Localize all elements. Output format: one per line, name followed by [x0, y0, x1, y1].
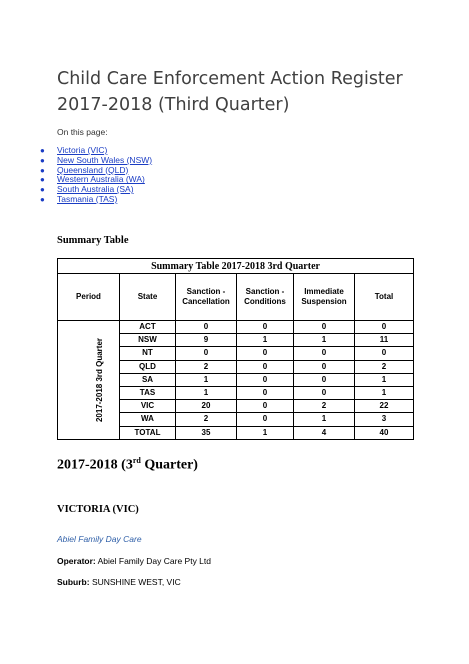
bullet-icon: ●: [40, 155, 45, 165]
toc-link-sa[interactable]: South Australia (SA): [57, 184, 134, 195]
header-conditions: Sanction - Conditions: [237, 274, 294, 321]
toc-list: [40, 145, 153, 205]
suspension-cell: 1: [294, 334, 355, 347]
total-cell: 3: [355, 413, 414, 426]
total-cell: 0: [355, 321, 414, 334]
header-state: State: [120, 274, 176, 321]
cancellation-cell: 9: [176, 334, 237, 347]
toc-link-tas[interactable]: Tasmania (TAS): [57, 193, 118, 204]
cancellation-cell: 0: [176, 347, 237, 360]
total-cell: 0: [355, 347, 414, 360]
total-cell: 22: [355, 400, 414, 413]
on-this-page-label: On this page:: [57, 127, 108, 137]
bullet-icon: ●: [40, 146, 45, 155]
header-suspension: Immediate Suspension: [294, 274, 355, 321]
total-cell: 11: [355, 334, 414, 347]
cancellation-cell: 35: [176, 426, 237, 439]
total-cell: 40: [355, 426, 414, 439]
operator-value: Abiel Family Day Care Pty Ltd: [95, 556, 211, 566]
suburb-value: SUNSHINE WEST, VIC: [89, 577, 181, 587]
bullet-icon: ●: [40, 175, 45, 185]
conditions-cell: 1: [237, 334, 294, 347]
conditions-cell: 0: [237, 400, 294, 413]
suspension-cell: 2: [294, 400, 355, 413]
state-cell: WA: [120, 413, 176, 426]
conditions-cell: 0: [237, 360, 294, 373]
conditions-cell: 0: [237, 373, 294, 386]
state-cell: QLD: [120, 360, 176, 373]
table-row: [58, 321, 414, 334]
suburb-label: Suburb:: [57, 577, 90, 587]
page-title-line-2: 2017-2018 (Third Quarter): [57, 95, 290, 115]
total-cell: 1: [355, 373, 414, 386]
total-cell: 2: [355, 360, 414, 373]
bullet-icon: ●: [40, 194, 45, 204]
summary-table: [57, 258, 414, 440]
toc-item: [40, 193, 152, 205]
page-title-line-1: Child Care Enforcement Action Register: [57, 69, 403, 89]
suspension-cell: 0: [294, 347, 355, 360]
suspension-cell: 0: [294, 321, 355, 334]
table-header-row: [58, 274, 414, 321]
conditions-cell: 0: [237, 386, 294, 399]
period-label: 2017-2018 3rd Quarter: [95, 337, 105, 422]
cancellation-cell: 2: [176, 360, 237, 373]
quarter-heading-pre: 2017-2018 (3: [57, 457, 133, 473]
suspension-cell: 0: [294, 386, 355, 399]
cancellation-cell: 0: [176, 321, 237, 334]
cancellation-cell: 20: [176, 400, 237, 413]
state-cell: VIC: [120, 400, 176, 413]
state-cell: TOTAL: [120, 426, 176, 439]
state-cell: NSW: [120, 334, 176, 347]
cancellation-cell: 2: [176, 413, 237, 426]
suburb-line: [57, 577, 181, 587]
page-title: [57, 66, 457, 118]
summary-heading: Summary Table: [57, 235, 129, 246]
conditions-cell: 0: [237, 413, 294, 426]
table-caption: Summary Table 2017-2018 3rd Quarter: [58, 259, 414, 274]
conditions-cell: 0: [237, 347, 294, 360]
conditions-cell: 0: [237, 321, 294, 334]
toc-link-vic[interactable]: Victoria (VIC): [57, 145, 108, 155]
operator-line: [57, 556, 211, 566]
total-cell: 1: [355, 386, 414, 399]
quarter-heading-post: Quarter): [140, 457, 198, 473]
toc-link-wa[interactable]: Western Australia (WA): [57, 174, 145, 185]
conditions-cell: 1: [237, 426, 294, 439]
bullet-icon: ●: [40, 165, 45, 175]
victoria-heading: VICTORIA (VIC): [57, 504, 139, 515]
header-period: Period: [58, 274, 120, 321]
service-name: Abiel Family Day Care: [57, 534, 142, 544]
period-cell: [58, 321, 120, 440]
toc-link-nsw[interactable]: New South Wales (NSW): [57, 154, 153, 165]
suspension-cell: 0: [294, 360, 355, 373]
suspension-cell: 1: [294, 413, 355, 426]
suspension-cell: 4: [294, 426, 355, 439]
bullet-icon: ●: [40, 185, 45, 195]
state-cell: SA: [120, 373, 176, 386]
state-cell: ACT: [120, 321, 176, 334]
suspension-cell: 0: [294, 373, 355, 386]
state-cell: TAS: [120, 386, 176, 399]
operator-label: Operator:: [57, 556, 96, 566]
quarter-heading-sup: rd: [132, 456, 141, 465]
state-cell: NT: [120, 347, 176, 360]
cancellation-cell: 1: [176, 373, 237, 386]
header-total: Total: [355, 274, 414, 321]
toc-link-qld[interactable]: Queensland (QLD): [57, 164, 129, 175]
cancellation-cell: 1: [176, 386, 237, 399]
quarter-heading: [57, 456, 198, 474]
header-cancellation: Sanction - Cancellation: [176, 274, 237, 321]
